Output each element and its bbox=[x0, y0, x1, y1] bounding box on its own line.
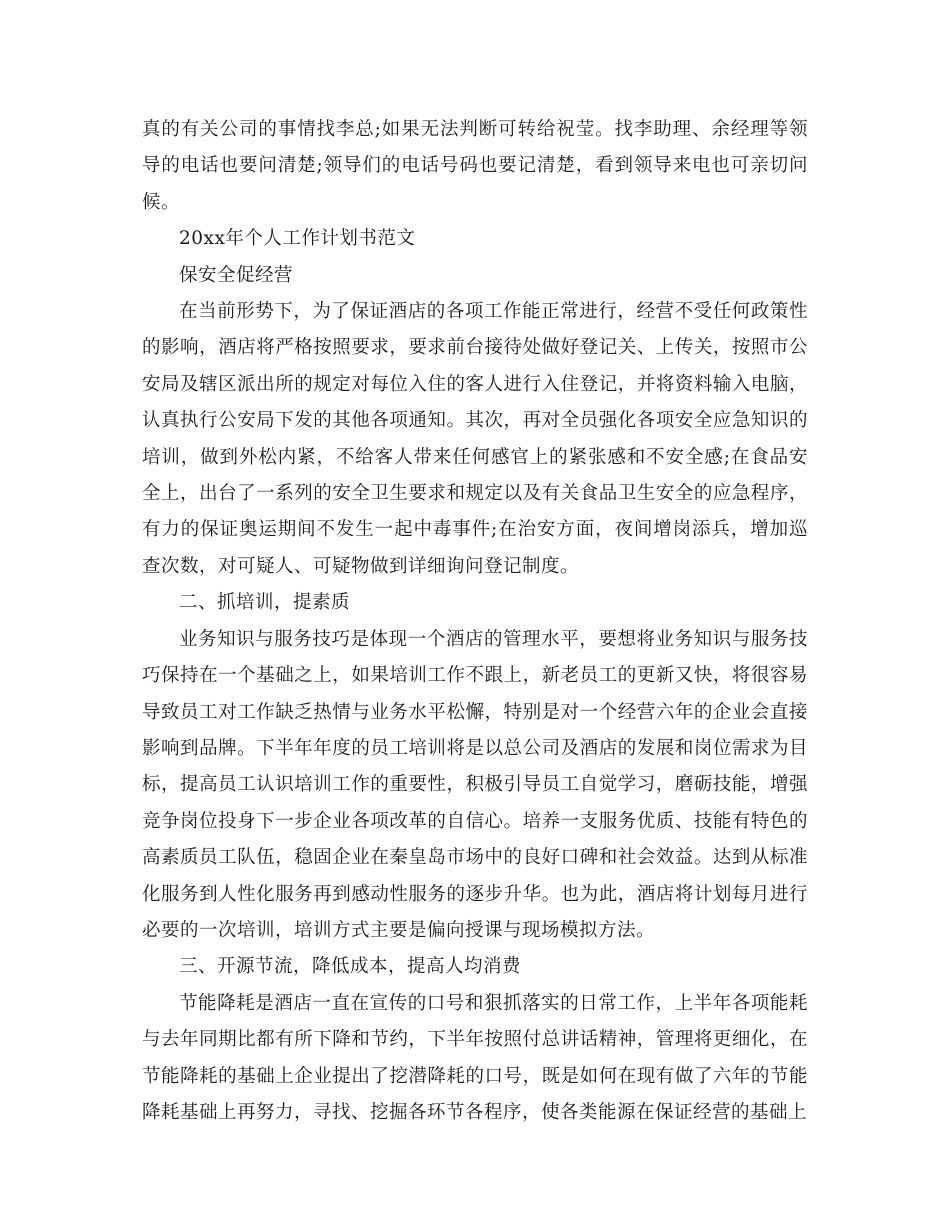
section-heading-training: 二、抓培训，提素质 bbox=[179, 592, 351, 614]
document-title: 20xx年个人工作计划书范文 bbox=[179, 228, 416, 250]
section-heading-cost: 三、开源节流，降低成本，提高人均消费 bbox=[179, 956, 522, 978]
section-heading-security: 保安全促经营 bbox=[179, 264, 294, 286]
paragraph-security: 在当前形势下，为了保证酒店的各项工作能正常进行，经营不受任何政策性的影响，酒店将严格按照要求，要求前台接待处做好登记关、上传关，按照市公安局及辖区派出所的规定对每位入住的客人进行入住登记，并将资料输入电脑，认真执行公安局下发的其他各项通知。其次，再对全员强化各项安全应急知识的培训，做到外松内紧，不给客人带来任何感官上的紧张感和不安全感;在食品安全上，出台了一系列的安全卫生要求和规定以及有关食品卫生安全的应急程序，有力的保证奥运期间不发生一起中毒事件;在治安方面，夜间增岗添兵，增加巡查次数，对可疑人、可疑物做到详细询问登记制度。 bbox=[142, 301, 808, 577]
paragraph-continuation: 真的有关公司的事情找李总;如果无法判断可转给祝莹。找李助理、余经理等领导的电话也要问清楚;领导们的电话号码也要记清楚，看到领导来电也可亲切问候。 bbox=[142, 119, 808, 213]
document-body bbox=[142, 112, 808, 1131]
paragraph-cost: 节能降耗是酒店一直在宣传的口号和狠抓落实的日常工作，上半年各项能耗与去年同期比都有所下降和节约，下半年按照付总讲话精神，管理将更细化，在节能降耗的基础上企业提出了挖潜降耗的口号，既是如何在现有做了六年的节能降耗基础上再努力，寻找、挖掘各环节各程序，使各类能源在保证经营的基础上 bbox=[142, 992, 808, 1123]
paragraph-training: 业务知识与服务技巧是体现一个酒店的管理水平，要想将业务知识与服务技巧保持在一个基础之上，如果培训工作不跟上，新老员工的更新又快，将很容易导致员工对工作缺乏热情与业务水平松懈，特别是对一个经营六年的企业会直接影响到品牌。下半年年度的员工培训将是以总公司及酒店的发展和岗位需求为目标，提高员工认识培训工作的重要性，积极引导员工自觉学习，磨砺技能，增强竞争岗位投身下一步企业各项改革的自信心。培养一支服务优质、技能有特色的高素质员工队伍，稳固企业在秦皇岛市场中的良好口碑和社会效益。达到从标准化服务到人性化服务再到感动性服务的逐步升华。也为此，酒店将计划每月进行必要的一次培训，培训方式主要是偏向授课与现场模拟方法。 bbox=[142, 628, 808, 941]
